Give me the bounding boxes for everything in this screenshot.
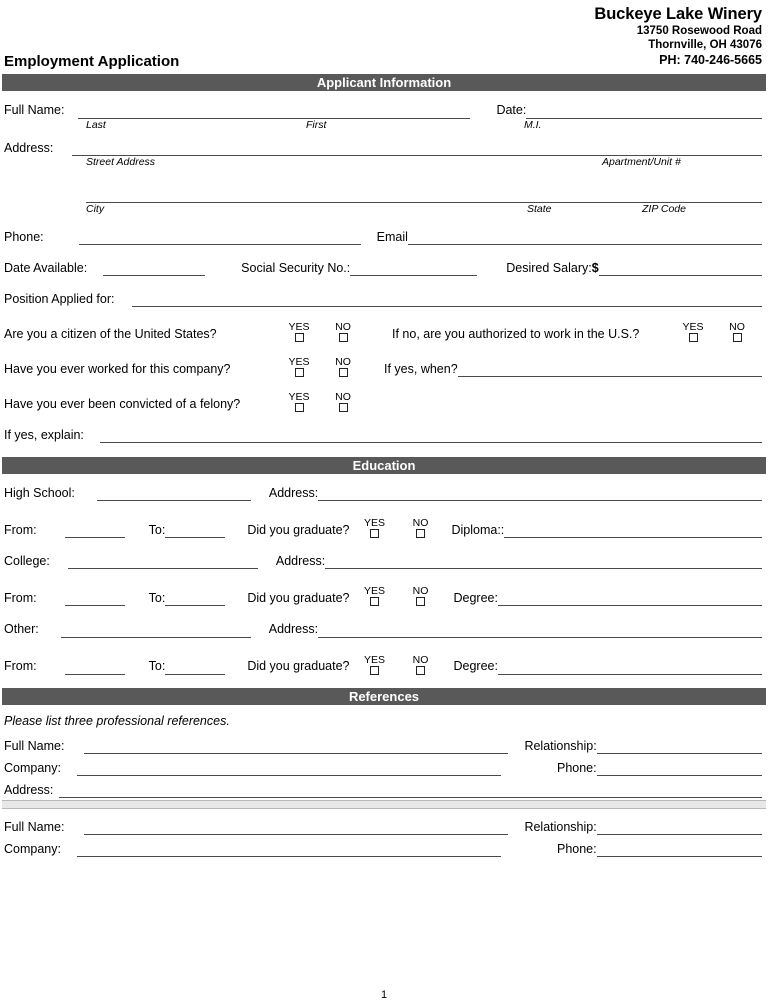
if-yes-explain-label: If yes, explain: (4, 428, 84, 443)
college-row (0, 555, 768, 569)
reference-full-name-label: Full Name: (4, 819, 65, 834)
college-dates-row (0, 586, 768, 606)
dollar-sign-icon: $ (591, 260, 599, 275)
worked-here-question-row (0, 357, 768, 377)
address-row-street (0, 142, 768, 156)
section-header-applicant-information: Applicant Information (2, 74, 766, 91)
position-applied-input[interactable] (132, 294, 763, 307)
no-label: NO (335, 321, 351, 334)
other-education-dates-row (0, 655, 768, 675)
citizen-no-checkbox[interactable] (339, 333, 348, 342)
high-school-row (0, 487, 768, 501)
college-graduate-no-group (405, 586, 435, 606)
phone-input[interactable] (79, 232, 361, 245)
address-sublabels-1 (0, 157, 768, 168)
no-label: NO (412, 585, 429, 598)
felony-question-label: Have you ever been convicted of a felony? (4, 396, 241, 411)
sublabel-street-address: Street Address (86, 155, 156, 168)
high-school-to-input[interactable] (165, 525, 225, 538)
reference-1-name-row (0, 740, 768, 754)
college-graduate-yes-checkbox[interactable] (370, 597, 379, 606)
if-yes-when-label: If yes, when? (384, 361, 458, 376)
other-education-label: Other: (4, 622, 39, 637)
desired-salary-label: Desired Salary: (506, 260, 592, 275)
citizen-question-row (0, 322, 768, 342)
other-from-label: From: (4, 659, 37, 674)
yes-label: YES (288, 391, 310, 404)
yes-label: YES (288, 356, 310, 369)
reference-company-label: Company: (4, 842, 61, 857)
section-header-education: Education (2, 457, 766, 474)
full-name-sublabels (0, 120, 768, 131)
date-input[interactable] (526, 106, 762, 119)
sublabel-first: First (306, 118, 327, 131)
desired-salary-input[interactable] (599, 263, 762, 276)
high-school-graduate-no-group (405, 518, 435, 538)
ssn-label: Social Security No.: (241, 260, 351, 275)
college-from-label: From: (4, 591, 37, 606)
sublabel-mi: M.I. (524, 118, 542, 131)
yes-label: YES (363, 517, 385, 530)
address-sublabels-2 (0, 204, 768, 215)
reference-2-company-input[interactable] (77, 844, 501, 857)
address-label: Address: (4, 140, 54, 155)
reference-1-full-name-input[interactable] (84, 741, 508, 754)
high-school-diploma-label: Diploma:: (451, 523, 505, 538)
ssn-input[interactable] (350, 263, 477, 276)
other-to-input[interactable] (165, 662, 225, 675)
worked-here-yes-group (284, 357, 314, 377)
no-label: NO (412, 653, 429, 666)
other-graduate-no-group (405, 655, 435, 675)
email-label: Email (376, 229, 408, 244)
reference-1-company-row (0, 762, 768, 776)
yes-label: YES (363, 653, 385, 666)
company-city-state-zip: Thornville, OH 43076 (648, 39, 762, 52)
sublabel-last: Last (86, 118, 106, 131)
high-school-from-input[interactable] (65, 525, 125, 538)
reference-relationship-label: Relationship: (524, 738, 597, 753)
college-to-label: To: (148, 591, 166, 606)
high-school-diploma-input[interactable] (504, 525, 762, 538)
other-to-label: To: (148, 659, 166, 674)
college-address-input[interactable] (325, 556, 762, 569)
sublabel-zip-code: ZIP Code (642, 202, 686, 215)
authorized-question-label: If no, are you authorized to work in the U.S.? (392, 326, 640, 341)
if-yes-explain-input[interactable] (100, 430, 762, 443)
high-school-label: High School: (4, 486, 75, 501)
felony-yes-checkbox[interactable] (295, 403, 304, 412)
college-degree-label: Degree: (453, 591, 498, 606)
yes-label: YES (363, 585, 385, 598)
high-school-address-label: Address: (268, 486, 319, 501)
form-title-row (0, 52, 768, 70)
high-school-dates-row (0, 518, 768, 538)
reference-separator-bar (2, 800, 766, 809)
reference-2-relationship-input[interactable] (597, 822, 762, 835)
sublabel-city: City (86, 202, 105, 215)
other-education-name-input[interactable] (61, 625, 251, 638)
reference-1-company-input[interactable] (77, 763, 501, 776)
reference-2-full-name-input[interactable] (84, 822, 508, 835)
other-education-address-label: Address: (268, 622, 319, 637)
company-name: Buckeye Lake Winery (594, 5, 762, 23)
phone-email-row (0, 231, 768, 245)
reference-full-name-label: Full Name: (4, 738, 65, 753)
no-label: NO (729, 321, 745, 334)
reference-address-label: Address: (4, 782, 54, 797)
other-graduate-yes-checkbox[interactable] (370, 666, 379, 675)
street-address-input[interactable] (72, 143, 762, 156)
full-name-label: Full Name: (4, 103, 65, 118)
if-yes-when-input[interactable] (458, 364, 762, 377)
date-available-row (0, 262, 768, 276)
other-graduate-label: Did you graduate? (247, 659, 350, 674)
worked-here-question-label: Have you ever worked for this company? (4, 361, 231, 376)
position-applied-label: Position Applied for: (4, 291, 115, 306)
high-school-name-input[interactable] (97, 488, 251, 501)
page-number: 1 (380, 989, 388, 1001)
worked-here-no-group (328, 357, 358, 377)
reference-phone-label: Phone: (556, 760, 597, 775)
felony-yes-group (284, 392, 314, 412)
other-degree-input[interactable] (498, 662, 762, 675)
reference-relationship-label: Relationship: (524, 819, 597, 834)
city-state-zip-input[interactable] (86, 190, 762, 203)
authorized-yes-group (678, 322, 708, 342)
date-available-input[interactable] (103, 263, 205, 276)
worked-here-no-checkbox[interactable] (339, 368, 348, 377)
other-graduate-no-checkbox[interactable] (416, 666, 425, 675)
high-school-to-label: To: (148, 523, 166, 538)
worked-here-yes-checkbox[interactable] (295, 368, 304, 377)
high-school-graduate-yes-checkbox[interactable] (370, 529, 379, 538)
reference-2-company-row (0, 843, 768, 857)
full-name-input[interactable] (78, 106, 470, 119)
sublabel-apartment-unit: Apartment/Unit # (602, 155, 681, 168)
page-title: Employment Application (4, 53, 180, 71)
high-school-graduate-label: Did you graduate? (247, 523, 350, 538)
company-phone: PH: 740-246-5665 (659, 53, 762, 68)
yes-label: YES (682, 321, 704, 334)
other-from-input[interactable] (65, 662, 125, 675)
reference-1-relationship-input[interactable] (597, 741, 762, 754)
section-header-references: References (2, 688, 766, 705)
authorized-no-checkbox[interactable] (733, 333, 742, 342)
address-row-city (0, 190, 768, 203)
felony-no-checkbox[interactable] (339, 403, 348, 412)
college-graduate-yes-group (359, 586, 389, 606)
college-graduate-label: Did you graduate? (247, 591, 350, 606)
college-to-input[interactable] (165, 593, 225, 606)
high-school-graduate-yes-group (359, 518, 389, 538)
no-label: NO (335, 391, 351, 404)
phone-label: Phone: (4, 229, 44, 244)
full-name-row (0, 104, 768, 118)
if-yes-explain-row (0, 429, 768, 443)
felony-question-row (0, 392, 768, 412)
felony-no-group (328, 392, 358, 412)
other-education-address-input[interactable] (318, 625, 762, 638)
high-school-address-input[interactable] (318, 488, 762, 501)
authorized-no-group (722, 322, 752, 342)
reference-1-phone-input[interactable] (597, 763, 762, 776)
email-input[interactable] (408, 232, 762, 245)
citizen-yes-group (284, 322, 314, 342)
date-label: Date: (496, 103, 527, 118)
college-address-label: Address: (275, 554, 326, 569)
yes-label: YES (288, 321, 310, 334)
date-available-label: Date Available: (4, 260, 88, 275)
reference-1-address-input[interactable] (59, 785, 762, 798)
college-label: College: (4, 554, 50, 569)
position-applied-row (0, 293, 768, 307)
college-graduate-no-checkbox[interactable] (416, 597, 425, 606)
no-label: NO (412, 517, 429, 530)
reference-1-address-row (0, 784, 768, 798)
reference-2-phone-input[interactable] (597, 844, 762, 857)
sublabel-state: State (527, 202, 552, 215)
other-graduate-yes-group (359, 655, 389, 675)
reference-phone-label: Phone: (556, 842, 597, 857)
other-education-row (0, 623, 768, 637)
college-name-input[interactable] (68, 556, 258, 569)
references-note: Please list three professional references. (4, 713, 230, 728)
reference-2-name-row (0, 821, 768, 835)
high-school-graduate-no-checkbox[interactable] (416, 529, 425, 538)
authorized-yes-checkbox[interactable] (689, 333, 698, 342)
citizen-no-group (328, 322, 358, 342)
college-degree-input[interactable] (498, 593, 762, 606)
reference-company-label: Company: (4, 760, 61, 775)
citizen-question-label: Are you a citizen of the United States? (4, 326, 217, 341)
college-from-input[interactable] (65, 593, 125, 606)
company-street: 13750 Rosewood Road (636, 25, 762, 38)
high-school-from-label: From: (4, 523, 37, 538)
other-degree-label: Degree: (453, 659, 498, 674)
citizen-yes-checkbox[interactable] (295, 333, 304, 342)
no-label: NO (335, 356, 351, 369)
